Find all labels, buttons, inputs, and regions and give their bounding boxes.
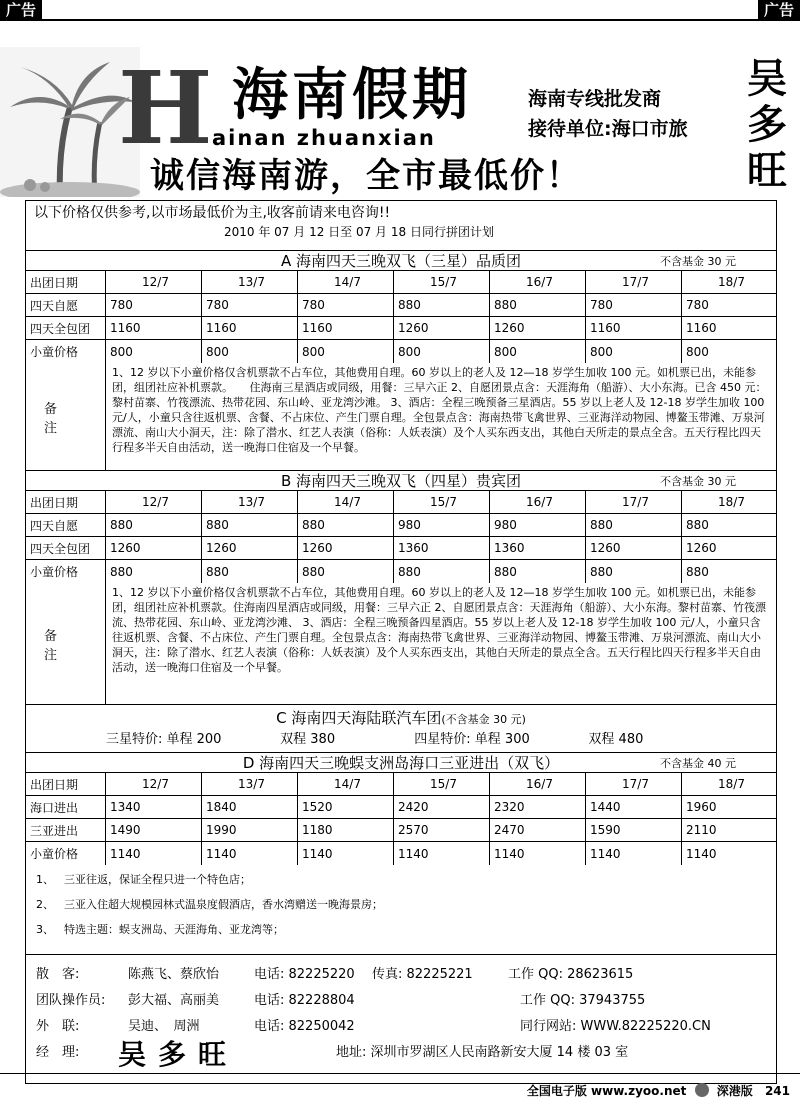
date-cell: 13/7	[202, 271, 298, 293]
contacts-block	[26, 955, 776, 1083]
manager-signature: 吴多旺	[118, 1038, 239, 1071]
section-d-note: 3、 特选主题：蜈支洲岛、天涯海角、亚龙湾等；	[36, 923, 284, 936]
price-cell: 780	[686, 298, 709, 312]
section-d-note: 1、 三亚往返，保证全程只进一个特色店；	[36, 873, 251, 886]
contact-phone: 电话: 82250042	[254, 1019, 355, 1034]
price-cell: 1360	[394, 537, 490, 559]
footer-website[interactable]: 全国电子版 www.zyoo.net	[526, 1084, 687, 1098]
price-cell: 980	[490, 514, 586, 536]
price-cell: 880	[394, 294, 490, 316]
date-cell: 17/7	[586, 491, 682, 513]
section-c-fund: (不含基金 30 元)	[441, 713, 526, 726]
price-cell: 1490	[106, 819, 202, 841]
price-cell: 1260	[394, 317, 490, 339]
date-cell: 14/7	[298, 773, 394, 795]
price-cell: 1160	[202, 317, 298, 339]
wholesaler-text: 海南专线批发商	[528, 88, 662, 110]
price-cell: 1260	[586, 537, 682, 559]
brand-pinyin: ainan zhuanxian	[212, 126, 436, 150]
price-cell: 800	[490, 340, 586, 363]
price-cell: 2110	[686, 823, 717, 837]
section-c-prices	[26, 730, 776, 750]
price-cell: 880	[586, 514, 682, 536]
date-cell: 16/7	[490, 271, 586, 293]
price-cell: 2320	[490, 796, 586, 818]
price-cell: 1840	[202, 796, 298, 818]
price-cell: 880	[586, 560, 682, 583]
price-cell: 1140	[106, 842, 202, 865]
row-label: 三亚进出	[26, 819, 106, 841]
date-cell: 13/7	[202, 491, 298, 513]
row-label: 四天自愿	[26, 294, 106, 316]
price-cell: 880	[686, 564, 709, 579]
price-cell: 1160	[106, 317, 202, 339]
price-cell: 980	[394, 514, 490, 536]
date-cell: 16/7	[490, 773, 586, 795]
price-cell: 780	[106, 294, 202, 316]
contact-phone: 电话: 82228804	[254, 993, 355, 1008]
top-rule	[0, 19, 800, 21]
price-cell: 1140	[490, 842, 586, 865]
price-cell: 1160	[686, 321, 717, 335]
price-cell: 1520	[298, 796, 394, 818]
price-cell: 1360	[490, 537, 586, 559]
date-cell: 16/7	[490, 491, 586, 513]
row-label: 出团日期	[26, 773, 106, 795]
contact-names: 陈燕飞、蔡欣怡	[128, 967, 220, 982]
price-cell: 1140	[298, 842, 394, 865]
date-cell: 15/7	[394, 491, 490, 513]
date-cell: 13/7	[202, 773, 298, 795]
contact-names: 彭大福、高丽美	[128, 993, 220, 1008]
price-cell: 1340	[106, 796, 202, 818]
date-header-row	[26, 271, 776, 294]
date-cell: 12/7	[106, 491, 202, 513]
price-cell: 800	[106, 340, 202, 363]
section-c-title: C 海南四天海陆联汽车团	[276, 709, 442, 727]
notice-line-2: 2010 年 07 月 12 日至 07 月 18 日同行拼团计划	[224, 225, 494, 239]
contact-row-retail	[36, 961, 766, 987]
section-b-notes-label: 备注	[26, 583, 106, 704]
row-label: 四天全包团	[26, 317, 106, 339]
row-label: 出团日期	[26, 491, 106, 513]
section-a-fund: 不含基金 30 元	[660, 254, 736, 268]
row-label: 小童价格	[26, 340, 106, 363]
price-cell: 800	[586, 340, 682, 363]
peer-website[interactable]: 同行网站: WWW.82225220.CN	[520, 1019, 711, 1034]
price-cell: 800	[394, 340, 490, 363]
price-row	[26, 842, 776, 865]
footer-edition: 深港版	[716, 1084, 753, 1098]
price-row	[26, 317, 776, 340]
price-cell: 780	[298, 294, 394, 316]
section-c-price-4: 双程 480	[588, 732, 644, 747]
price-cell: 880	[298, 560, 394, 583]
footer	[0, 1073, 800, 1100]
price-cell: 1590	[586, 819, 682, 841]
date-cell: 15/7	[394, 773, 490, 795]
date-cell: 17/7	[586, 773, 682, 795]
date-cell: 12/7	[106, 271, 202, 293]
row-label: 四天全包团	[26, 537, 106, 559]
date-cell: 15/7	[394, 271, 490, 293]
section-b-grid	[26, 491, 776, 583]
header-banner	[0, 22, 800, 200]
contact-row-manager	[36, 1038, 766, 1071]
row-label: 出团日期	[26, 271, 106, 293]
contact-phone: 电话: 82225220	[254, 967, 355, 982]
ad-tag-left: 广告	[0, 0, 42, 20]
price-row	[26, 537, 776, 560]
section-a-notes-row	[26, 363, 776, 471]
contact-qq: 工作 QQ: 28623615	[508, 967, 634, 982]
section-c	[26, 705, 776, 753]
price-cell: 880	[686, 518, 709, 532]
section-d-notes	[26, 865, 776, 955]
price-cell: 1140	[586, 842, 682, 865]
row-label: 小童价格	[26, 842, 106, 865]
contact-label: 外 联:	[36, 1019, 80, 1034]
section-d-grid	[26, 773, 776, 865]
contact-names: 吴迪、 周洲	[128, 1019, 200, 1034]
section-a-grid	[26, 271, 776, 363]
price-cell: 880	[106, 560, 202, 583]
section-a-notes-label: 备注	[26, 363, 106, 470]
price-cell: 2420	[394, 796, 490, 818]
price-cell: 880	[490, 560, 586, 583]
price-cell: 880	[202, 560, 298, 583]
section-a-title: A 海南四天三晚双飞（三星）品质团	[280, 252, 522, 270]
row-label: 海口进出	[26, 796, 106, 818]
date-cell: 18/7	[718, 495, 745, 509]
section-d-title-row	[26, 753, 776, 773]
section-a-notes: 1、12 岁以下小童价格仅含机票款不占车位，其他费用自理。60 岁以上的老人及 12—18 岁学生加收 100 元。如机票已出，未能参团，组团社应补机票款。 住海南三星酒店或同级，用餐：三早六正 2、自愿团景点含：天涯海角（船游）、大小东海。已含 450 元：黎村苗寨、竹筏漂流、热带花园、东山岭、亚龙湾沙滩。 3、酒店：全程三晚预备三星酒店。55 岁以上老人及 12-18 岁学生加收 100 元/人，小童只含往返机票、含餐、不占床位、产生门票自理。全包景点含：海南热带飞禽世界、三亚海洋动物园、博鳌玉带滩、万泉河漂流、南山大小洞天，注：除了潜水、红艺人表演（俗称：人妖表演）及个人买东西支出，其他白天所走的景点全含。五天行程比四天行程多半天自由活动，送一晚海口住宿及一个早餐。	[112, 366, 767, 454]
notice-block	[26, 201, 776, 251]
price-row	[26, 796, 776, 819]
brand-letter-h: H	[118, 49, 209, 167]
contact-qq: 工作 QQ: 37943755	[520, 993, 646, 1008]
contact-row-team	[36, 987, 766, 1013]
contact-address: 地址: 深圳市罗湖区人民南路新安大厦 14 楼 03 室	[336, 1045, 629, 1060]
section-b-fund: 不含基金 30 元	[660, 474, 736, 488]
price-cell: 780	[586, 294, 682, 316]
price-cell: 880	[106, 514, 202, 536]
price-cell: 1960	[686, 800, 717, 814]
price-cell: 1260	[490, 317, 586, 339]
section-d-fund: 不含基金 40 元	[660, 756, 736, 770]
reception-unit-text: 接待单位:海口市旅	[528, 118, 688, 140]
price-cell: 800	[202, 340, 298, 363]
section-c-title-line	[26, 708, 776, 730]
page-number: 241	[764, 1084, 790, 1098]
ad-tag-right: 广告	[758, 0, 800, 20]
contact-label: 团队操作员:	[36, 993, 106, 1008]
price-cell: 1260	[106, 537, 202, 559]
section-d-note: 2、 三亚入住超大规模园林式温泉度假酒店，香水湾赠送一晚海景房；	[36, 898, 383, 911]
section-c-price-1: 三星特价: 单程 200	[106, 732, 222, 747]
price-cell: 1140	[202, 842, 298, 865]
section-b-title-row	[26, 471, 776, 491]
brand-title: 海南假期	[232, 63, 472, 128]
vertical-name: 吴多旺	[747, 55, 787, 194]
section-b-notes: 1、12 岁以下小童价格仅含机票款不占车位，其他费用自理。60 岁以上的老人及 12—18 岁学生加收 100 元。如机票已出，未能参团，组团社应补机票款。住海南四星酒店或同级，用餐：三早六正 2、自愿团景点含：天涯海角（船游）、大小东海。黎村苗寨、竹筏漂流、热带花园、东山岭、亚龙湾沙滩、 3、酒店：全程三晚预备四星酒店。55 岁以上老人及 12-18 岁学生加收 100 元/人，小童只含往返机票、含餐、不占床位、产生门票自理。全包景点含：海南热带飞禽世界、三亚海洋动物园、博鳌玉带滩、万泉河漂流、南山大小洞天，注：除了潜水、红艺人表演（俗称：人妖表演）及个人买东西支出，其他白天所走的景点全含。五天行程比四天行程多半天自由活动，送一晚海口住宿及一个早餐。	[112, 586, 766, 674]
price-row	[26, 560, 776, 583]
contact-label: 散 客:	[36, 967, 80, 982]
date-cell: 18/7	[718, 777, 745, 791]
contact-label: 经 理:	[36, 1045, 80, 1060]
date-header-row	[26, 773, 776, 796]
price-cell: 1990	[202, 819, 298, 841]
price-cell: 1260	[298, 537, 394, 559]
section-c-price-2: 双程 380	[280, 732, 336, 747]
section-a-title-row	[26, 251, 776, 271]
price-cell: 2470	[490, 819, 586, 841]
notice-line-1: 以下价格仅供参考,以市场最低价为主,收客前请来电咨询!!	[34, 205, 391, 221]
date-cell: 14/7	[298, 491, 394, 513]
price-cell: 880	[202, 514, 298, 536]
price-cell: 800	[298, 340, 394, 363]
row-label: 小童价格	[26, 560, 106, 583]
date-cell: 14/7	[298, 271, 394, 293]
price-row	[26, 819, 776, 842]
price-cell: 1160	[586, 317, 682, 339]
price-cell: 1260	[686, 541, 717, 555]
section-b-title: B 海南四天三晚双飞（四星）贵宾团	[280, 472, 522, 490]
section-b-notes-row	[26, 583, 776, 705]
price-row	[26, 340, 776, 363]
slogan: 诚信海南游，全市最低价！	[150, 156, 582, 196]
publication-logo-icon	[695, 1083, 709, 1097]
price-cell: 1140	[394, 842, 490, 865]
date-cell: 18/7	[718, 275, 745, 289]
footer-text	[527, 1082, 790, 1099]
contact-fax: 传真: 82225221	[372, 967, 473, 982]
price-row	[26, 294, 776, 317]
price-cell: 1140	[686, 846, 717, 861]
price-cell: 1260	[202, 537, 298, 559]
price-cell: 1180	[298, 819, 394, 841]
price-cell: 800	[686, 344, 709, 359]
section-c-price-3: 四星特价: 单程 300	[414, 732, 530, 747]
price-table	[25, 200, 777, 1084]
price-cell: 1440	[586, 796, 682, 818]
price-row	[26, 514, 776, 537]
date-cell: 17/7	[586, 271, 682, 293]
price-cell: 2570	[394, 819, 490, 841]
date-cell: 12/7	[106, 773, 202, 795]
price-cell: 880	[490, 294, 586, 316]
price-cell: 880	[298, 514, 394, 536]
price-cell: 780	[202, 294, 298, 316]
date-header-row	[26, 491, 776, 514]
row-label: 四天自愿	[26, 514, 106, 536]
price-cell: 880	[394, 560, 490, 583]
section-d-title: D 海南四天三晚蜈支洲岛海口三亚进出（双飞）	[242, 754, 560, 772]
price-cell: 1160	[298, 317, 394, 339]
